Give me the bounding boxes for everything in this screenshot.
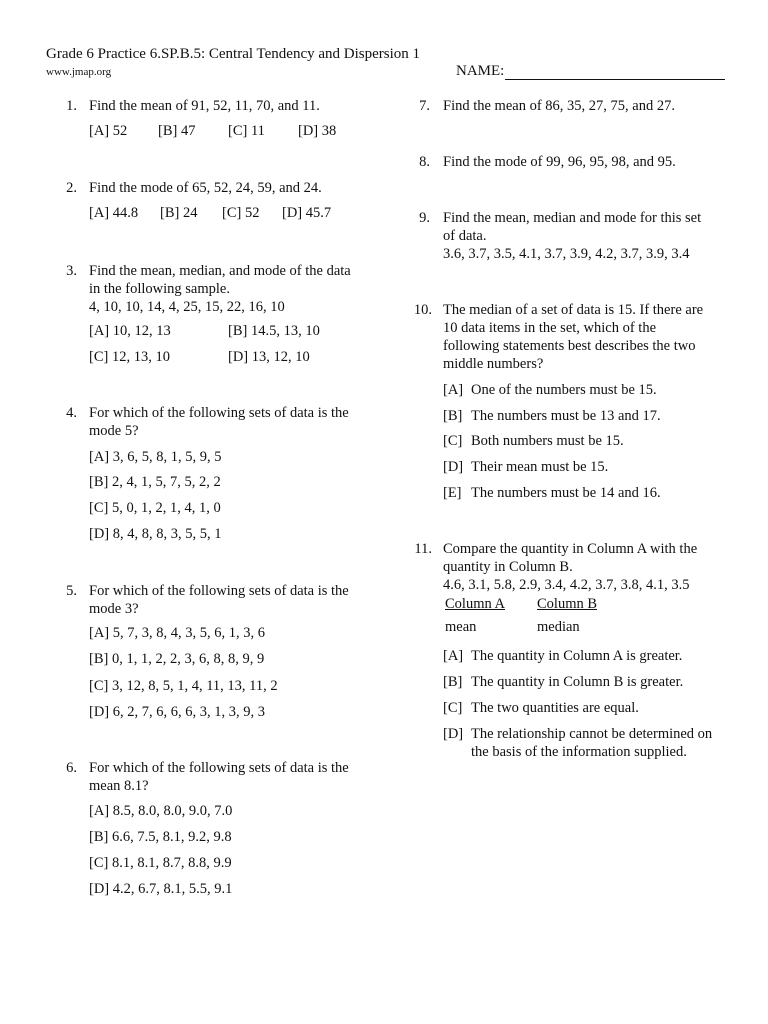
column-a-header: Column A <box>445 596 506 612</box>
option-b[interactable]: [B] 14.5, 13, 10 <box>228 323 320 339</box>
option-c[interactable]: [C] 5, 0, 1, 2, 1, 4, 1, 0 <box>89 500 221 516</box>
question-text-line: in the following sample. <box>89 281 230 297</box>
option-b[interactable]: [B] 2, 4, 1, 5, 7, 5, 2, 2 <box>89 474 221 490</box>
question-text-line: mode 5? <box>89 423 139 439</box>
option-b[interactable]: [B] 24 <box>160 205 198 221</box>
site-url: www.jmap.org <box>46 66 112 78</box>
question-text: Find the mean of 86, 35, 27, 75, and 27. <box>443 98 675 114</box>
option-b[interactable]: [B] 47 <box>158 123 196 139</box>
question-data: 4.6, 3.1, 5.8, 2.9, 3.4, 4.2, 3.7, 3.8, 4.1, 3.5 <box>443 577 690 593</box>
column-b-value: median <box>537 619 580 635</box>
page-title: Grade 6 Practice 6.SP.B.5: Central Tendency and Dispersion 1 <box>46 46 421 62</box>
question-number: 10. <box>413 302 432 318</box>
question-text-line: The median of a set of data is 15. If there are <box>443 302 704 318</box>
question-text-line: For which of the following sets of data is the <box>89 583 349 599</box>
question-number: 9. <box>419 210 430 226</box>
option-c[interactable]: [C] 52 <box>222 205 260 221</box>
name-line[interactable] <box>505 64 725 80</box>
option-b[interactable]: [B] 6.6, 7.5, 8.1, 9.2, 9.8 <box>89 829 232 845</box>
question-number: 3. <box>66 263 77 279</box>
name-field[interactable] <box>456 63 725 80</box>
question-data: 4, 10, 10, 14, 4, 25, 15, 22, 16, 10 <box>89 299 285 315</box>
question-text-line: 10 data items in the set, which of the <box>443 320 657 336</box>
question-text-line: of data. <box>443 228 487 244</box>
name-label: NAME: <box>456 63 505 79</box>
option-d[interactable]: [D] 13, 12, 10 <box>228 349 310 365</box>
question-number: 6. <box>66 760 77 776</box>
question-text: Find the mean of 91, 52, 11, 70, and 11. <box>89 98 320 114</box>
question-text-line: quantity in Column B. <box>443 559 573 575</box>
question-text: Find the mode of 99, 96, 95, 98, and 95. <box>443 154 676 170</box>
option-d[interactable]: [D] 45.7 <box>282 205 332 221</box>
question-text-line: mode 3? <box>89 601 139 617</box>
question-text: Find the mode of 65, 52, 24, 59, and 24. <box>89 180 322 196</box>
option-a[interactable]: [A] 5, 7, 3, 8, 4, 3, 5, 6, 1, 3, 6 <box>89 625 266 641</box>
question-number: 7. <box>419 98 430 114</box>
question-data: 3.6, 3.7, 3.5, 4.1, 3.7, 3.9, 4.2, 3.7, 3.9, 3.4 <box>443 246 690 262</box>
option-a[interactable]: [A] 44.8 <box>89 205 139 221</box>
question-text-line: For which of the following sets of data is the <box>89 760 349 776</box>
question-number: 8. <box>419 154 430 170</box>
column-b-header: Column B <box>537 596 598 612</box>
option-d[interactable]: [D] 38 <box>298 123 337 139</box>
option-a[interactable]: [A] 52 <box>89 123 128 139</box>
question-number: 4. <box>66 405 77 421</box>
question-number: 1. <box>66 98 77 114</box>
question-number: 11. <box>414 541 432 557</box>
option-c[interactable]: [C] 8.1, 8.1, 8.7, 8.8, 9.9 <box>89 855 232 871</box>
question-text-line: Compare the quantity in Column A with the <box>443 541 698 557</box>
option-a[interactable]: [A] 3, 6, 5, 8, 1, 5, 9, 5 <box>89 449 222 465</box>
question-text-line: mean 8.1? <box>89 778 149 794</box>
question-text-line: following statements best describes the two <box>443 338 696 354</box>
question-number: 2. <box>66 180 77 196</box>
option-c[interactable]: [C] 11 <box>228 123 265 139</box>
option-a[interactable]: [A] 10, 12, 13 <box>89 323 171 339</box>
option-b[interactable]: [B] 0, 1, 1, 2, 2, 3, 6, 8, 8, 9, 9 <box>89 651 265 667</box>
option-a[interactable]: [A] 8.5, 8.0, 8.0, 9.0, 7.0 <box>89 803 233 819</box>
option-c[interactable]: [C] 3, 12, 8, 5, 1, 4, 11, 13, 11, 2 <box>89 678 278 694</box>
option-d[interactable]: [D] 6, 2, 7, 6, 6, 6, 3, 1, 3, 9, 3 <box>89 704 266 720</box>
option-d[interactable]: [D] 8, 4, 8, 8, 3, 5, 5, 1 <box>89 526 222 542</box>
question-number: 5. <box>66 583 77 599</box>
question-text-line: Find the mean, median, and mode of the data <box>89 263 351 279</box>
option-d[interactable]: [D] 4.2, 6.7, 8.1, 5.5, 9.1 <box>89 881 233 897</box>
question-text-line: middle numbers? <box>443 356 544 372</box>
question-text-line: Find the mean, median and mode for this set <box>443 210 702 226</box>
question-text-line: For which of the following sets of data is the <box>89 405 349 421</box>
option-c[interactable]: [C] 12, 13, 10 <box>89 349 170 365</box>
column-a-value: mean <box>445 619 477 635</box>
